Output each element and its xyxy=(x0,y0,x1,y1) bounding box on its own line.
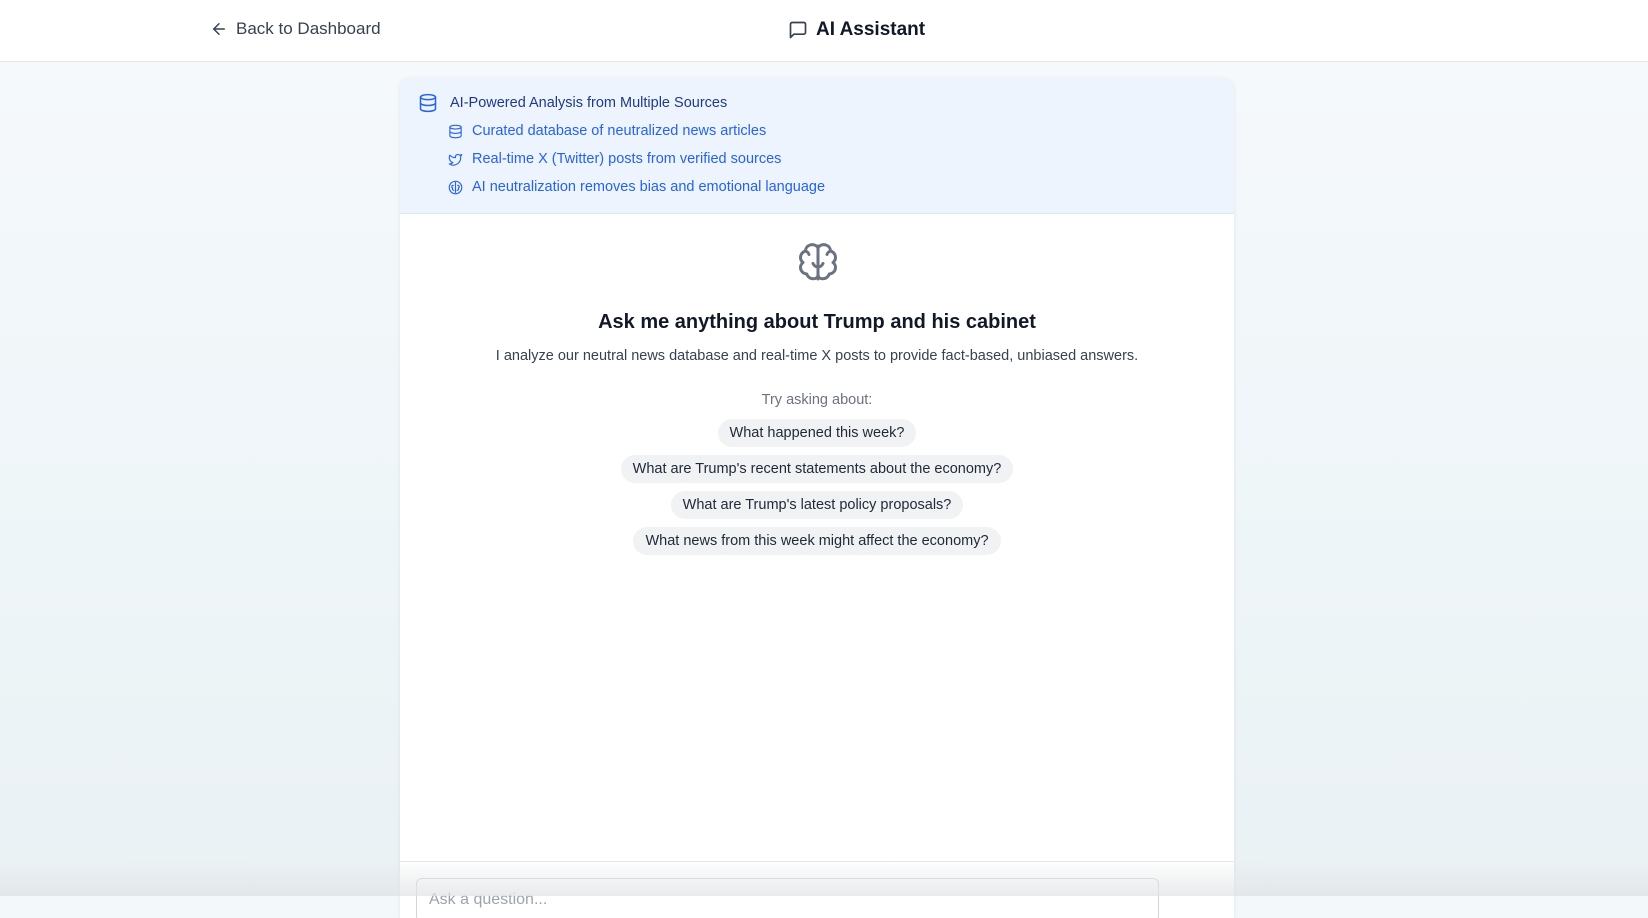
back-to-dashboard-link[interactable] xyxy=(210,17,381,41)
twitter-icon xyxy=(448,152,463,167)
info-item-database xyxy=(448,121,766,141)
message-composer xyxy=(400,861,1234,918)
suggestion-chip[interactable]: What are Trump's latest policy proposals? xyxy=(671,491,964,519)
database-icon xyxy=(418,93,438,113)
info-item-label: AI neutralization removes bias and emotional language xyxy=(472,179,826,195)
page-title xyxy=(788,16,925,44)
empty-state-headline: Ask me anything about Trump and his cabinet xyxy=(598,311,1036,333)
info-item-neutralization xyxy=(448,177,825,197)
info-item-label: Curated database of neutralized news articles xyxy=(472,123,767,139)
empty-state-description: I analyze our neutral news database and real-time X posts to provide fact-based, unbiased answers. xyxy=(495,348,1139,364)
sources-info-box xyxy=(400,78,1234,214)
chat-panel xyxy=(400,78,1234,918)
question-input[interactable] xyxy=(416,878,1159,918)
sources-info-title-text: AI-Powered Analysis from Multiple Sources xyxy=(450,95,728,111)
back-link-label: Back to Dashboard xyxy=(236,19,381,38)
database-icon xyxy=(448,124,463,139)
sources-info-title xyxy=(418,91,727,115)
suggestion-chip[interactable]: What are Trump's recent statements about the economy? xyxy=(621,455,1014,483)
info-item-twitter xyxy=(448,149,781,169)
top-bar xyxy=(0,0,1648,62)
suggestions-label: Try asking about: xyxy=(761,392,873,408)
brain-icon xyxy=(794,238,842,286)
page-title-text: AI Assistant xyxy=(816,19,926,40)
arrow-left-icon xyxy=(210,20,228,38)
suggestion-list xyxy=(400,419,1234,555)
brain-icon xyxy=(448,180,463,195)
suggestion-chip[interactable]: What news from this week might affect the economy? xyxy=(633,527,1000,555)
suggestion-chip[interactable]: What happened this week? xyxy=(718,419,917,447)
message-square-icon xyxy=(788,20,808,40)
info-item-label: Real-time X (Twitter) posts from verified sources xyxy=(472,151,782,167)
